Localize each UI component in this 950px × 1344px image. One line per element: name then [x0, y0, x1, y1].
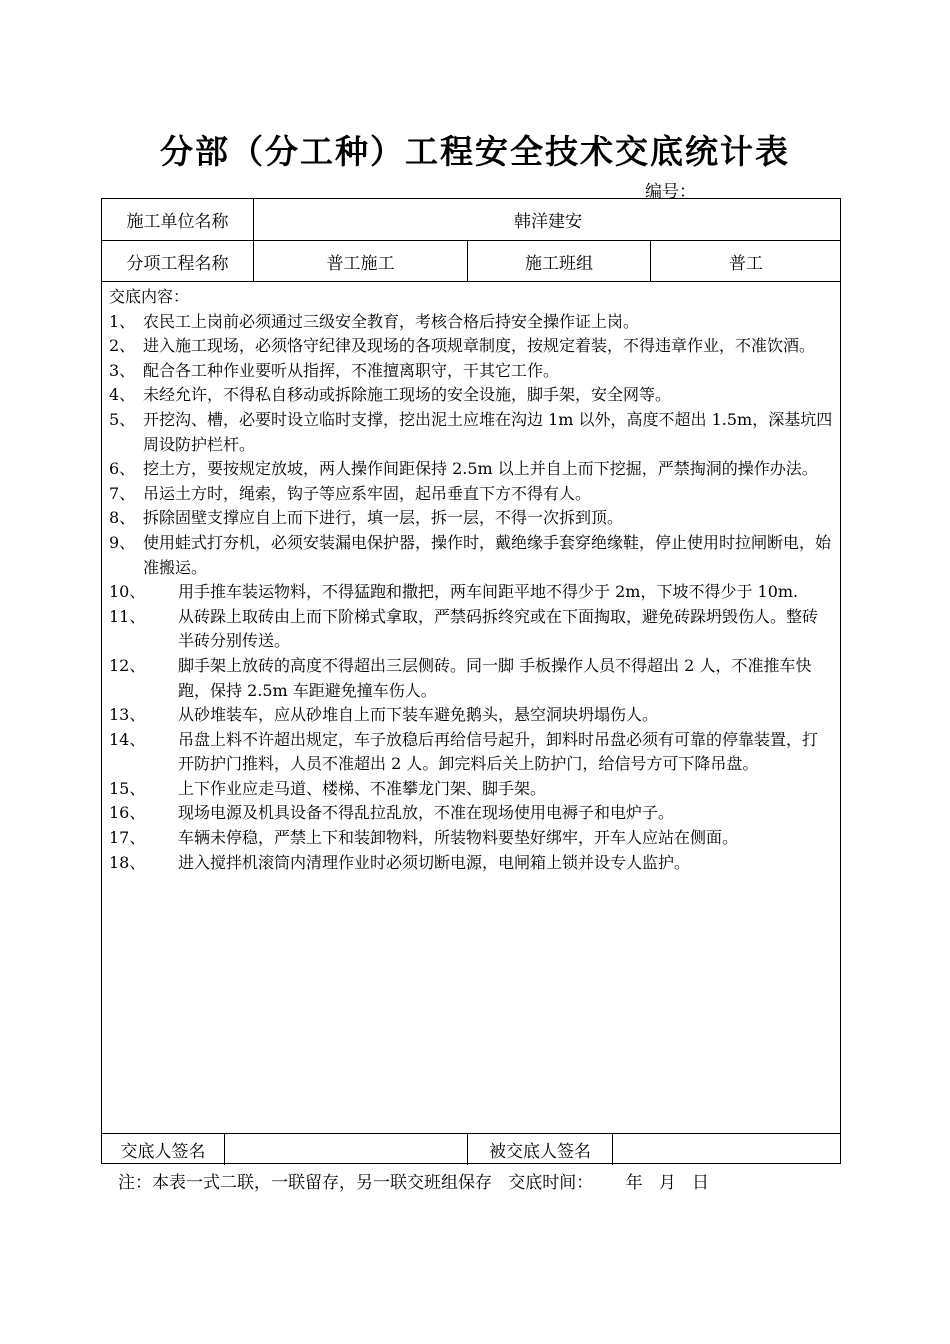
project-name-label: 分项工程名称: [126, 253, 229, 274]
rule-number: 10、: [109, 582, 146, 602]
rule-number: 8、: [109, 508, 136, 528]
rule-item: [109, 728, 833, 777]
rule-item: [109, 580, 833, 605]
rule-text: 使用蛙式打夯机，必须安装漏电保护器，操作时，戴绝缘手套穿绝缘鞋，停止使用时拉闸断电，始准搬运。: [143, 532, 832, 577]
rule-text: 现场电源及机具设备不得乱拉乱放，不准在现场使用电褥子和电炉子。: [178, 803, 675, 823]
rule-item: [109, 457, 833, 482]
rule-item: [109, 506, 833, 531]
serial-number-label: 编号：: [645, 182, 696, 202]
discloser-signature-label: 交底人签名: [120, 1142, 206, 1162]
rule-item: [109, 703, 833, 728]
rule-number: 9、: [109, 532, 136, 552]
rule-text: 开挖沟、槽，必要时设立临时支撑，挖出泥土应堆在沟边 1m 以外，高度不超出 1.5m，深基坑四周设防护栏杆。: [143, 409, 833, 454]
rule-text: 从砖跺上取砖由上而下阶梯式拿取，严禁码拆终究或在下面掏取，避免砖跺坍毁伤人。整砖半砖分别传送。: [178, 606, 819, 651]
rule-number: 18、: [109, 852, 146, 872]
rule-text: 未经允许，不得私自移动或拆除施工现场的安全设施，脚手架，安全网等。: [143, 385, 672, 405]
rule-item: [109, 826, 833, 851]
work-team-label: 施工班组: [525, 253, 593, 274]
rule-text: 吊盘上料不许超出规定，车子放稳后再给信号起升，卸料时吊盘必须有可靠的停靠装置，打开防护门推料，人员不准超出 2 人。卸完料后关上防护门，给信号方可下降吊盘。: [178, 729, 819, 774]
rule-item: [109, 851, 833, 876]
rule-item: [109, 482, 833, 507]
receiver-signature-label: 被交底人签名: [489, 1142, 591, 1162]
row-divider: [102, 281, 840, 282]
rule-number: 7、: [109, 483, 136, 503]
rule-number: 4、: [109, 385, 136, 405]
construction-unit-label: 施工单位名称: [126, 212, 229, 232]
rule-item: [109, 310, 833, 335]
rule-number: 17、: [109, 828, 146, 848]
rule-text: 配合各工种作业要听从指挥，不准擅离职守，干其它工作。: [143, 360, 560, 380]
rule-text: 农民工上岗前必须通过三级安全教育，考核合格后持安全操作证上岗。: [143, 311, 640, 331]
rule-text: 上下作业应走马道、楼梯、不准攀龙门架、脚手架。: [178, 778, 547, 798]
disclosure-content: [109, 285, 833, 875]
rule-text: 脚手架上放砖的高度不得超出三层侧砖。同一脚 手板操作人员不得超出 2 人，不准推车快跑，保持 2.5m 车距避免撞车伤人。: [178, 655, 812, 700]
rule-number: 12、: [109, 655, 146, 675]
document-title: 分部（分工种）工程安全技术交底统计表: [160, 132, 790, 171]
rule-item: [109, 654, 833, 703]
rule-number: 6、: [109, 459, 136, 479]
receiver-signature-field[interactable]: [613, 1134, 841, 1165]
rule-item: [109, 359, 833, 384]
rule-item: [109, 801, 833, 826]
safety-rules-list: [109, 310, 833, 876]
rule-text: 从砂堆装车，应从砂堆自上而下装车避免鹅头，悬空洞块坍塌伤人。: [178, 705, 659, 725]
discloser-signature-field[interactable]: [225, 1134, 467, 1165]
rule-number: 5、: [109, 409, 136, 429]
rule-item: [109, 531, 833, 580]
rule-number: 13、: [109, 705, 146, 725]
rule-item: [109, 777, 833, 802]
rule-item: [109, 605, 833, 654]
disclosure-content-label: 交底内容：: [109, 287, 190, 306]
rule-number: 16、: [109, 803, 146, 823]
rule-item: [109, 408, 833, 457]
rule-number: 11、: [109, 606, 146, 626]
work-team-value[interactable]: 普工: [729, 253, 763, 274]
project-name-value[interactable]: 普工施工: [326, 253, 395, 274]
rule-text: 吊运土方时，绳索，钩子等应系牢固，起吊垂直下方不得有人。: [143, 483, 592, 503]
rule-item: [109, 334, 833, 359]
construction-unit-value[interactable]: 韩洋建安: [514, 212, 582, 232]
footnote: 注：本表一式二联，一联留存，另一联交班组保存 交底时间： 年 月 日: [118, 1173, 710, 1193]
rule-number: 14、: [109, 729, 146, 749]
disclosure-form: [101, 198, 841, 1164]
rule-text: 用手推车装运物料，不得猛跑和撒把，两车间距平地不得少于 2m，下坡不得少于 10m.: [178, 582, 799, 602]
rule-number: 1、: [109, 311, 136, 331]
rule-text: 进入施工现场，必须恪守纪律及现场的各项规章制度，按规定着装，不得违章作业，不准饮酒。: [143, 336, 816, 356]
rule-text: 车辆未停稳，严禁上下和装卸物料，所装物料要垫好绑牢，开车人应站在侧面。: [178, 828, 739, 848]
rule-text: 挖土方，要按规定放坡，两人操作间距保持 2.5m 以上并自上而下挖掘，严禁掏洞的操作办法。: [143, 459, 818, 479]
rule-text: 拆除固壁支撑应自上而下进行，填一层，拆一层，不得一次拆到顶。: [143, 508, 624, 528]
rule-item: [109, 383, 833, 408]
rule-number: 15、: [109, 778, 146, 798]
rule-number: 2、: [109, 336, 136, 356]
rule-number: 3、: [109, 360, 136, 380]
rule-text: 进入搅拌机滚筒内清理作业时必须切断电源，电闸箱上锁并设专人监护。: [178, 852, 691, 872]
